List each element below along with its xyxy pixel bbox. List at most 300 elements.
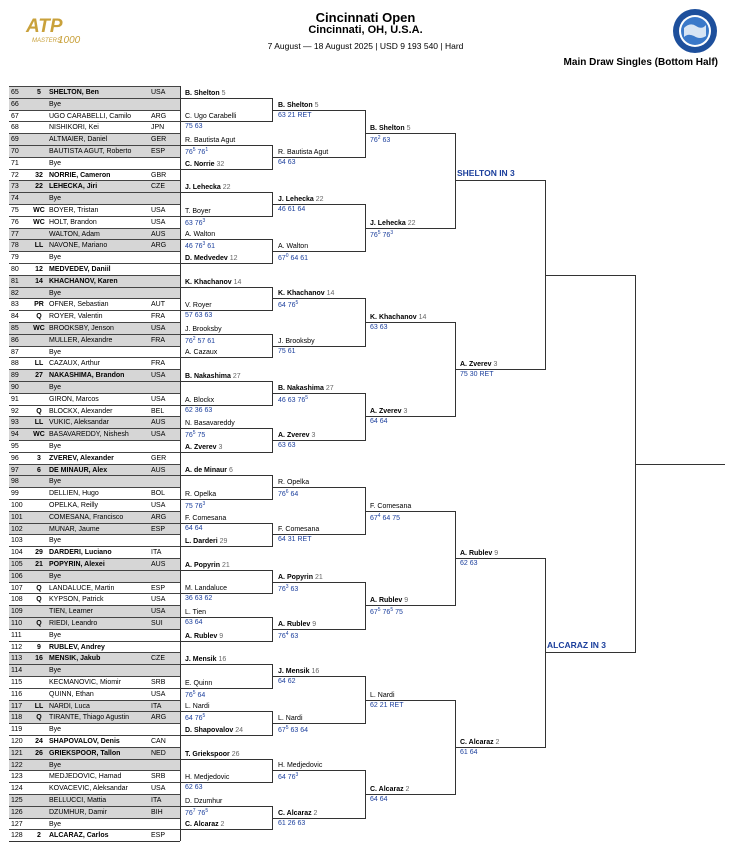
entry-name: ALCARAZ, Carlos	[49, 832, 109, 840]
winner-name: J. Lehecka	[370, 219, 406, 227]
match-score: 46 61 64	[278, 206, 306, 213]
match-winner	[370, 502, 411, 511]
match-score: $76^6$ 64	[278, 489, 299, 499]
entry-name: QUINN, Ethan	[49, 690, 94, 698]
entry-no: 73	[11, 183, 19, 191]
winner-name: C. Alcaraz	[370, 786, 404, 793]
match-score: $67^5$ $76^5$ 75	[370, 607, 403, 617]
prediction-label: SHELTON IN 3	[457, 168, 515, 179]
match-winner	[370, 124, 410, 133]
winner-seed: 16	[311, 668, 320, 675]
entry-country: ESP	[151, 525, 166, 533]
draw-entry-row	[9, 700, 180, 712]
winner-name: D. Medvedev	[185, 255, 228, 262]
draw-entry-row	[9, 475, 180, 487]
match-winner	[278, 525, 319, 534]
winner-seed: 9	[312, 620, 317, 628]
match-winner	[370, 219, 416, 228]
winner-name: R. Opelka	[185, 491, 217, 498]
match-winner	[278, 714, 303, 723]
entry-country: ESP	[151, 148, 166, 155]
tournament-info: 7 August — 18 August 2025 | USD 9 193 540 | Hard	[267, 41, 464, 51]
winner-name: C. Norrie	[185, 160, 215, 168]
match-score: 62 36 63	[185, 406, 213, 414]
match-winner	[185, 750, 239, 759]
entry-seed: 27	[35, 372, 43, 380]
entry-no: 127	[11, 820, 23, 828]
match-score: 63 64	[185, 619, 203, 626]
draw-entry-row	[9, 169, 180, 181]
winner-name: B. Shelton	[278, 101, 313, 109]
entry-no: 101	[11, 513, 23, 521]
entry-no: 112	[11, 643, 23, 651]
match-winner	[185, 112, 236, 121]
bracket-line	[180, 546, 272, 547]
draw-entry-row	[9, 334, 180, 346]
winner-seed: 12	[229, 255, 238, 262]
match-score: 46 $76^3$ 61	[185, 241, 216, 251]
match-winner	[370, 785, 409, 794]
winner-name: K. Khachanov	[278, 290, 325, 298]
entry-name: RIEDI, Leandro	[49, 620, 98, 627]
entry-seed: 9	[37, 643, 41, 651]
winner-seed: 14	[418, 314, 427, 321]
match-score: $67^4$ 64 75	[370, 512, 401, 522]
bracket-line	[180, 86, 181, 841]
bracket-line	[180, 570, 272, 571]
entry-name: ROYER, Valentin	[49, 313, 103, 321]
entry-no: 105	[11, 561, 23, 568]
entry-no: 77	[11, 230, 19, 238]
entry-no: 128	[11, 832, 23, 840]
entry-name: KOVACEVIC, Aleksandar	[49, 785, 128, 793]
winner-name: L. Tien	[185, 609, 207, 616]
bracket-line	[180, 98, 272, 99]
winner-name: K. Khachanov	[370, 314, 417, 321]
match-score: 75 61	[278, 347, 296, 355]
entry-no: 100	[11, 502, 23, 509]
entry-seed: Q	[36, 584, 42, 592]
draw-entry-row	[9, 664, 180, 676]
draw-entry-row	[9, 393, 180, 405]
entry-no: 71	[11, 159, 19, 167]
match-winner	[185, 820, 224, 829]
entry-no: 126	[11, 808, 23, 816]
entry-country: SRB	[151, 773, 166, 781]
bracket-line	[9, 841, 180, 842]
winner-seed: 3	[493, 361, 498, 369]
entry-no: 76	[11, 218, 19, 226]
winner-name: J. Brooksby	[185, 325, 222, 333]
entry-name: DELLIEN, Hugo	[49, 490, 99, 498]
match-score: 75 63	[185, 123, 203, 131]
winner-name: B. Shelton	[370, 125, 405, 133]
entry-name: GIRON, Marcos	[49, 395, 99, 403]
entry-no: 97	[11, 466, 19, 474]
entry-name: Bye	[49, 572, 62, 580]
draw-entry-row	[9, 582, 180, 594]
winner-seed: 3	[403, 408, 408, 416]
winner-seed: 5	[406, 125, 411, 133]
winner-name: M. Landaluce	[185, 585, 228, 593]
match-winner	[278, 101, 318, 110]
entry-seed: LL	[34, 242, 44, 250]
winner-seed: 16	[218, 656, 227, 664]
match-score: 63 21 RET	[278, 111, 312, 119]
entry-seed: WC	[33, 207, 45, 214]
entry-country: USA	[151, 395, 166, 403]
winner-name: A. Zverev	[278, 432, 310, 439]
entry-seed: Q	[36, 620, 42, 627]
entry-name: BELLUCCI, Mattia	[49, 797, 107, 804]
match-winner	[185, 608, 206, 617]
winner-seed: 2	[405, 786, 410, 793]
entry-no: 92	[11, 407, 19, 415]
entry-name: LANDALUCE, Martin	[49, 584, 115, 592]
entry-no: 91	[11, 395, 19, 403]
winner-seed: 3	[311, 432, 316, 439]
entry-seed: 6	[37, 466, 41, 474]
match-winner	[278, 478, 309, 487]
bracket-line	[180, 475, 272, 476]
draw-entry-row	[9, 251, 180, 263]
winner-name: L. Nardi	[370, 691, 395, 699]
match-score: 61 64	[460, 748, 478, 756]
entry-seed: 24	[35, 738, 43, 745]
entry-name: BOYER, Tristan	[49, 207, 99, 214]
entry-country: AUT	[151, 301, 165, 309]
entry-country: CZE	[151, 655, 165, 663]
entry-no: 99	[11, 490, 19, 498]
winner-name: C. Alcaraz	[185, 821, 219, 829]
draw-entry-row	[9, 440, 180, 452]
entry-name: DZUMHUR, Damir	[49, 808, 107, 816]
match-winner	[185, 136, 235, 145]
match-score: $76^7$ $76^5$	[185, 807, 209, 817]
entry-name: Bye	[49, 667, 62, 675]
winner-name: A. Zverev	[370, 408, 402, 416]
winner-name: A. Rublev	[185, 632, 218, 640]
winner-name: J. Lehecka	[185, 184, 221, 192]
entry-country: BOL	[151, 490, 166, 498]
entry-no: 70	[11, 148, 19, 155]
draw-entry-row	[9, 464, 180, 476]
match-score: $76^2$ 57 61	[185, 335, 216, 345]
entry-no: 115	[11, 679, 23, 686]
winner-name: F. Comesana	[278, 526, 320, 534]
entry-seed: 14	[35, 277, 43, 285]
match-winner	[185, 490, 216, 499]
entry-country: ARG	[151, 112, 167, 120]
match-score: 64 63	[278, 158, 296, 166]
entry-name: MENSIK, Jakub	[49, 655, 101, 663]
entry-no: 80	[11, 266, 19, 273]
entry-no: 103	[11, 537, 23, 545]
match-score: $76^5$ $76^3$	[370, 229, 394, 239]
winner-name: H. Medjedovic	[185, 774, 230, 782]
bracket-line	[180, 759, 272, 760]
entry-no: 66	[11, 100, 19, 108]
entry-seed: PR	[34, 301, 44, 309]
entry-seed: WC	[33, 325, 45, 332]
entry-country: USA	[151, 608, 166, 616]
entry-name: NISHIKORI, Kei	[49, 124, 99, 132]
bracket-line	[180, 829, 272, 830]
entry-name: TIEN, Learner	[49, 608, 93, 616]
match-winner	[185, 514, 226, 523]
winner-name: A. Zverev	[185, 443, 217, 451]
bracket-line	[180, 192, 272, 193]
winner-name: J. Lehecka	[278, 196, 314, 203]
match-winner	[185, 207, 211, 216]
entry-country: ITA	[151, 549, 162, 557]
entry-name: MULLER, Alexandre	[49, 336, 113, 344]
entry-country: ITA	[151, 702, 162, 710]
winner-name: C. Ugo Carabelli	[185, 113, 237, 121]
draw-entry-row	[9, 829, 180, 841]
entry-no: 72	[11, 171, 19, 179]
entry-no: 94	[11, 431, 19, 439]
entry-no: 110	[11, 620, 23, 627]
entry-name: NORRIE, Cameron	[49, 171, 111, 179]
match-winner	[370, 596, 408, 605]
entry-seed: 26	[35, 749, 43, 757]
winner-seed: 26	[231, 750, 240, 758]
winner-name: R. Opelka	[278, 479, 310, 487]
entry-name: Bye	[49, 159, 62, 167]
draw-entry-row	[9, 570, 180, 582]
draw-entry-row	[9, 794, 180, 806]
entry-name: WALTON, Adam	[49, 230, 100, 238]
entry-no: 113	[11, 655, 23, 663]
winner-name: N. Basavareddy	[185, 420, 235, 428]
entry-name: BAUTISTA AGUT, Roberto	[49, 148, 132, 155]
entry-no: 114	[11, 667, 23, 675]
winner-name: C. Alcaraz	[278, 809, 312, 817]
entry-country: CZE	[151, 183, 165, 191]
entry-name: Bye	[49, 631, 62, 639]
winner-seed: 2	[313, 809, 318, 817]
match-winner	[185, 561, 230, 570]
draw-entry-row	[9, 204, 180, 216]
winner-seed: 32	[216, 160, 225, 168]
match-winner	[370, 691, 395, 700]
entry-seed: 5	[37, 89, 41, 96]
bracket-line	[180, 263, 272, 264]
match-score: $67^5$ 63 64	[278, 725, 309, 735]
entry-country: ESP	[151, 584, 166, 592]
winner-seed: 2	[495, 738, 500, 746]
winner-name: F. Comesana	[185, 514, 227, 522]
match-score: 64 31 RET	[278, 536, 312, 544]
entry-no: 116	[11, 690, 23, 698]
match-winner	[185, 702, 210, 711]
entry-name: POPYRIN, Alexei	[49, 561, 105, 568]
draw-entry-row	[9, 180, 180, 192]
entry-name: Bye	[49, 100, 62, 108]
draw-entry-row	[9, 416, 180, 428]
entry-name: VUKIC, Aleksandar	[49, 419, 109, 427]
entry-name: SHELTON, Ben	[49, 89, 99, 96]
match-winner	[278, 620, 316, 629]
entry-no: 121	[11, 749, 23, 757]
entry-country: AUS	[151, 230, 166, 238]
entry-no: 85	[11, 325, 19, 332]
bracket-line	[545, 275, 635, 276]
winner-name: V. Royer	[185, 302, 212, 310]
entry-country: USA	[151, 785, 166, 793]
match-winner	[460, 360, 497, 369]
winner-name: J. Mensik	[278, 668, 310, 675]
winner-name: B. Shelton	[185, 89, 220, 97]
draw-entry-row	[9, 239, 180, 251]
match-winner	[185, 372, 241, 381]
match-score: 64 64	[370, 418, 388, 426]
winner-name: A. Rublev	[278, 620, 311, 628]
match-winner	[185, 278, 241, 287]
draw-entry-row	[9, 676, 180, 688]
match-winner	[278, 289, 334, 298]
svg-text:1000: 1000	[58, 35, 81, 44]
match-winner	[185, 655, 226, 664]
match-score: 63 63	[370, 324, 388, 331]
entry-no: 109	[11, 608, 23, 616]
match-score: 46 63 $76^5$	[278, 394, 309, 404]
entry-country: SUI	[151, 620, 163, 627]
draw-entry-row	[9, 428, 180, 440]
draw-entry-row	[9, 806, 180, 818]
draw-entry-row	[9, 629, 180, 641]
match-winner	[185, 254, 238, 263]
draw-entry-row	[9, 782, 180, 794]
svg-text:ATP: ATP	[26, 16, 63, 37]
entry-country: JPN	[151, 124, 165, 132]
entry-country: FRA	[151, 336, 165, 344]
entry-name: ALTMAIER, Daniel	[49, 136, 108, 144]
match-score: 36 63 62	[185, 595, 213, 603]
match-score: $76^3$ 63	[278, 583, 299, 593]
entry-no: 120	[11, 738, 23, 745]
winner-name: F. Comesana	[370, 502, 412, 510]
winner-name: L. Darderi	[185, 538, 218, 546]
entry-no: 107	[11, 584, 23, 592]
draw-entry-row	[9, 263, 180, 275]
match-score: $76^5$ 75	[185, 430, 206, 440]
entry-country: GBR	[151, 171, 167, 179]
draw-entry-row	[9, 310, 180, 322]
entry-seed: Q	[36, 407, 42, 415]
entry-no: 82	[11, 289, 19, 297]
entry-seed: 29	[35, 549, 43, 557]
entry-seed: 22	[35, 183, 43, 191]
entry-seed: WC	[33, 431, 45, 439]
entry-no: 98	[11, 478, 19, 486]
match-winner	[278, 337, 315, 346]
entry-country: USA	[151, 596, 166, 604]
entry-no: 104	[11, 549, 23, 557]
match-winner	[185, 348, 217, 357]
match-winner	[185, 89, 225, 98]
entry-country: FRA	[151, 313, 165, 321]
winner-name: A. Walton	[278, 243, 309, 251]
winner-name: D. Shapovalov	[185, 727, 234, 734]
entry-country: USA	[151, 690, 166, 698]
entry-name: CAZAUX, Arthur	[49, 360, 100, 368]
entry-no: 81	[11, 277, 19, 285]
entry-country: USA	[151, 207, 166, 214]
match-winner	[278, 242, 308, 251]
entry-no: 68	[11, 124, 19, 132]
entry-country: AUS	[151, 419, 166, 427]
draw-entry-row	[9, 487, 180, 499]
entry-no: 96	[11, 454, 19, 462]
draw-entry-row	[9, 652, 180, 664]
match-winner	[185, 183, 231, 192]
match-winner	[185, 160, 224, 169]
draw-entry-row	[9, 711, 180, 723]
winner-seed: 22	[407, 219, 416, 227]
entry-country: USA	[151, 89, 166, 96]
draw-entry-row	[9, 298, 180, 310]
entry-no: 90	[11, 384, 19, 391]
tournament-title: Cincinnati Open	[315, 10, 416, 25]
draw-entry-row	[9, 121, 180, 133]
entry-country: BIH	[151, 808, 163, 816]
entry-name: Bye	[49, 443, 62, 450]
draw-entry-row	[9, 593, 180, 605]
entry-name: TIRANTE, Thiago Agustin	[49, 714, 130, 722]
entry-no: 78	[11, 242, 19, 250]
draw-entry-row	[9, 145, 180, 157]
entry-name: MEDJEDOVIC, Hamad	[49, 773, 122, 781]
winner-seed: 24	[235, 727, 243, 734]
winner-name: A. de Minaur	[185, 467, 228, 475]
match-winner	[185, 301, 212, 310]
entry-no: 122	[11, 761, 23, 769]
entry-name: NARDI, Luca	[49, 702, 90, 710]
entry-seed: Q	[36, 313, 42, 321]
draw-entry-row	[9, 523, 180, 535]
winner-name: D. Dzumhur	[185, 797, 223, 805]
match-winner	[278, 761, 322, 770]
entry-name: Bye	[49, 195, 62, 203]
entry-seed: 2	[37, 832, 41, 840]
winner-seed: 22	[315, 196, 324, 203]
match-winner	[185, 230, 215, 239]
draw-name: Main Draw Singles (Bottom Half)	[563, 57, 718, 68]
winner-name: A. Popyrin	[185, 561, 221, 569]
entry-name: Bye	[49, 254, 62, 262]
winner-name: K. Khachanov	[185, 278, 232, 286]
entry-name: KHACHANOV, Karen	[49, 277, 118, 285]
match-winner	[185, 679, 212, 688]
winner-name: H. Medjedovic	[278, 762, 323, 770]
entry-country: USA	[151, 218, 166, 226]
match-score: $76^5$ $76^1$	[185, 147, 209, 156]
draw-entry-row	[9, 735, 180, 747]
svg-text:MASTERS: MASTERS	[32, 38, 62, 44]
entry-seed: Q	[36, 714, 42, 722]
entry-country: AUS	[151, 466, 166, 474]
entry-country: USA	[151, 431, 166, 439]
match-score: $76^5$ 64	[185, 689, 206, 699]
entry-no: 106	[11, 572, 23, 580]
match-score: 64 64	[370, 796, 388, 803]
entry-name: DE MINAUR, Alex	[49, 466, 108, 474]
bracket-line	[180, 735, 272, 736]
match-score: 75 30 RET	[460, 371, 494, 379]
draw-entry-row	[9, 558, 180, 570]
